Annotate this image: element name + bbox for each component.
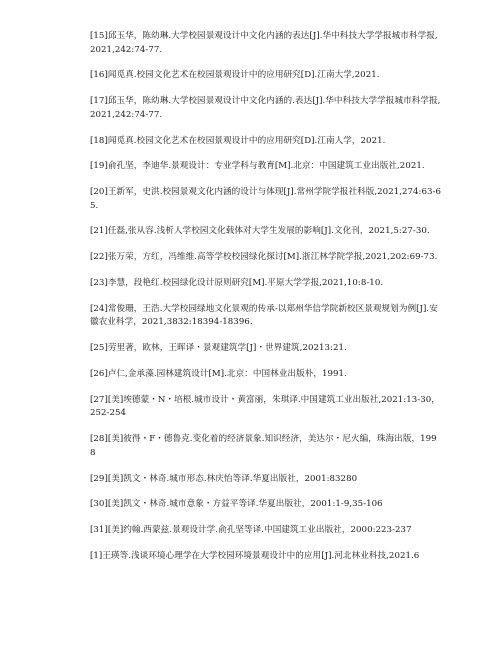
reference-item: [20]王新军，史洪.校园景观文化内涵的设计与体现[J].常州学院学报社科版,2021,274:63-65. [90,187,442,211]
reference-item: [18]闻觅真.校园文化艺术在校园景观设计中的应用研究[D].江南人学，2021. [90,135,386,146]
reference-item: [24]常俊珊，王浩.大学校园绿地文化景观的传承-以郑州华信学院新校区景观规划为例[J].安徽农业科学，2021,3832:18394-18396. [90,303,438,328]
reference-item: [27][美]埃德蒙・N・培根.城市设计・黄富丽，朱琪译.中国建筑工业出版社,2021:13-30，252-254 [90,394,440,419]
reference-item: [26]卢仁,金承藻.园林建筑设计[M].北京：中国林业出版朴，1991. [90,368,347,379]
reference-item: [21]任磊,张从容.浅析人学校园文化载体对大学生发展的影响[J].文化刊，2021,5:27-30. [90,226,430,237]
reference-item: [25]劳里著，欧林，王晖译・景观建筑学[J]・世界建筑,20213:21. [90,343,347,354]
reference-item: [23]李慧，段艳红.校园绿化设计原则研究[M].平原大学学报,2021,10:8-10. [90,278,384,289]
reference-item: [19]俞孔坚，李迪华.景观设计：专业学科与教育[M].北京：中国建筑工业出版社,2021. [90,161,425,172]
reference-item: [22]张万荣，方红，冯维维.高等学校校园绿化探讨[M].浙江林学院学报,2021,202:69-73. [90,252,438,263]
reference-item: [28][美]彼得・F・德鲁克.变化着的经济景象.知识经济，美达尔・尼火编，珠海出版，1998 [90,434,437,458]
reference-list [90,30,442,563]
reference-item: [1]王瑛等.浅谈环境心理学在大学校园环境景观设计中的应用[J].河北林业科技,2021.6 [90,550,420,561]
reference-item: [17]邱玉华，陈幼琳.大学校园景观设计中文化内涵的.表达[J].华中科技大学学报城市科学报,2021,242:74-77. [90,96,441,120]
reference-item: [31][美]约翰.西蒙兹.景观设计学.俞孔坚等译.中国建筑工业出版社，2000:223-237 [90,525,412,536]
reference-item: [30][美]凯文・林奇.城市意象・方益平等译.华夏出版社，2001:1-9,35-106 [90,499,383,510]
reference-item: [15]邱玉华，陈幼琳.大学校园景观设计中文化内涵的表达[J].华中科技大学学报城市科学报,2021,242:74-77. [90,31,438,55]
reference-item: [29][美]凯文・林奇.城市形态.林庆怡等译.华夏出版社，2001:83280 [90,473,358,484]
reference-item: [16]闻觅真.校园文化艺术在校园景观设计中的应用研究[D].江南大学,2021. [90,70,380,81]
